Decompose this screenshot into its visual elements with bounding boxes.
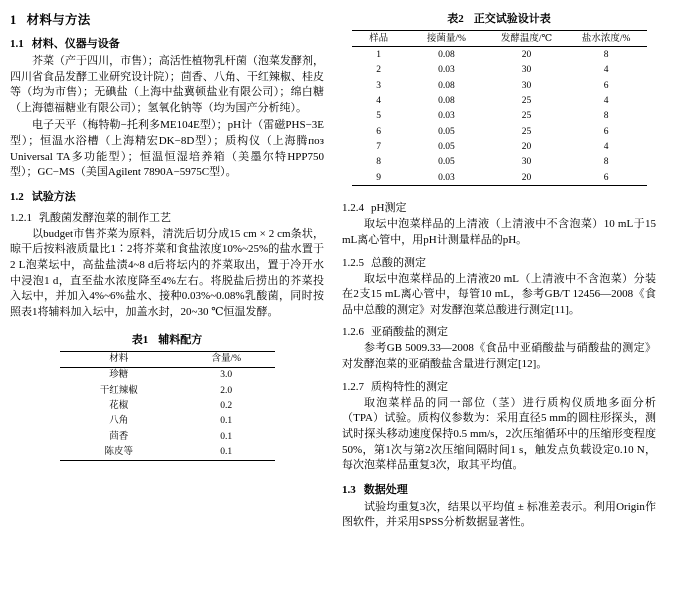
section-title: 总酸的测定	[371, 256, 426, 269]
table-row	[60, 367, 275, 383]
cell-inoculum: 0.03	[406, 170, 488, 186]
table-2-caption	[342, 10, 656, 26]
table-row	[352, 63, 647, 78]
left-column	[10, 8, 324, 593]
table-row	[352, 139, 647, 154]
section-title: 质构特性的测定	[371, 380, 448, 393]
spacer	[342, 186, 656, 194]
cell-brine: 4	[603, 141, 609, 152]
table-title: 辅料配方	[158, 333, 203, 346]
paragraph: 试验均重复3次，结果以平均值 ± 标准差表示。利用Origin作图软件，并采用SPSS分析数据显著性。	[342, 500, 656, 529]
paragraph: 取坛中泡菜样品的上清液（上清液中不含泡菜）10 mL于15 mL离心管中，用pH计测量样品的pH。	[342, 218, 656, 247]
section-heading-1-2-7	[342, 378, 656, 394]
table-label: 表2	[447, 13, 464, 25]
table-row	[352, 170, 647, 186]
cell-sample: 7	[376, 141, 381, 152]
section-title: 乳酸菌发酵泡菜的制作工艺	[39, 211, 171, 224]
cell-material: 八角	[109, 416, 129, 427]
cell-content: 0.1	[220, 416, 233, 427]
paragraph: 参考GB 5009.33—2008《食品中亚硝酸盐与硝酸盐的测定》对发酵泡菜的亚硝酸盐含量进行测定[12]。	[342, 342, 656, 371]
paragraph: 芥菜（产于四川，市售）；高活性植物乳杆菌（泡菜发酵剂，四川省食品发酵工业研究设计院）；茴香、八角、干红辣椒、桂皮等（均为市售）；无碘盐（上海中盐冀顿盐业有限公司）；绵白糖（上海德福糖业有限公司）；氢氧化钠等（均为国产分析纯）。	[10, 55, 324, 114]
table-row	[352, 124, 647, 139]
cell-content: 0.2	[220, 401, 233, 412]
cell-brine: 8	[603, 157, 609, 168]
table-header-row	[352, 31, 647, 47]
table-title: 正交试验设计表	[473, 13, 551, 25]
cell-material: 珍糖	[109, 370, 129, 381]
cell-brine: 6	[566, 170, 647, 186]
cell-content: 2.0	[220, 385, 233, 396]
column-header: 接菌量/%	[406, 31, 488, 47]
paragraph: 以budget市售芥菜为原料，清洗后切分成15 cm × 2 cm条状，晾干后按料液质量比1∶2将芥菜和食盐浓度10%~25%的盐水置于2 L泡菜坛中，高盐盐渍4~8 d后将坛内的芥菜取出，置于冷开水中浸泡1 d，直至盐水浓度降至4%左右。将脱盐后捞出的芥菜投入坛中，并加入4%~6%盐水、接种0.03%~0.08%乳酸菌，同时按照表1将辅料加入坛中，加盖水封，20~30 ℃恒温发酵。	[10, 227, 324, 318]
table-row	[60, 445, 275, 461]
cell-sample: 8	[376, 157, 381, 168]
section-heading-1-2-1	[10, 209, 324, 225]
section-number: 1.2.7	[342, 380, 364, 393]
section-number: 1.2	[10, 190, 24, 203]
cell-temperature: 25	[521, 111, 532, 122]
table-row	[60, 429, 275, 444]
cell-brine: 6	[603, 80, 609, 91]
column-header: 样品	[352, 31, 406, 47]
cell-inoculum: 0.05	[438, 126, 455, 137]
table-row	[60, 399, 275, 414]
cell-content: 0.1	[220, 431, 233, 442]
cell-temperature: 20	[487, 170, 566, 186]
table-label: 表1	[131, 333, 149, 346]
cell-sample: 4	[376, 95, 381, 106]
section-title: 材料、仪器与设备	[31, 38, 120, 50]
section-number: 1.2.1	[10, 211, 32, 224]
cell-temperature: 20	[521, 49, 532, 60]
column-header: 材料	[60, 351, 178, 367]
cell-sample: 3	[376, 80, 381, 91]
section-heading-1-2-5	[342, 254, 656, 270]
section-heading-1-3	[342, 481, 656, 497]
paragraph: 取泡菜样品的同一部位（茎）进行质构仪质地多面分析（TPA）试验。质构仪参数为：采用直径5 mm的圆柱形探头，测试时探头移动速度保持0.5 mm/s，2次压缩循环中的压缩形变程度50%，第1次与第2次压缩间隔时间1 s，触发点负载设定0.10 N，每次泡菜样品重复3次，取其平均值。	[342, 396, 656, 472]
section-number: 1.3	[342, 483, 356, 496]
cell-material: 干红辣椒	[99, 385, 138, 396]
cell-sample: 5	[376, 111, 381, 122]
table-row	[60, 383, 275, 398]
cell-content: 0.1	[178, 445, 275, 461]
cell-brine: 8	[603, 49, 609, 60]
table-row	[352, 78, 647, 93]
cell-sample: 2	[376, 65, 381, 76]
cell-temperature: 30	[521, 157, 532, 168]
cell-material: 陈皮等	[60, 445, 178, 461]
cell-sample: 6	[376, 126, 381, 137]
section-heading-1-1	[10, 35, 324, 51]
table-row	[352, 47, 647, 63]
paragraph: 电子天平（梅特勒−托利多ME104E型）；pH计（雷磁PHS−3E型）；恒温水浴槽（上海精宏DK−8D型）；质构仪（上海腾поз Universal TA多功能型）；恒温恒湿培养箱（美墨尔特HPP750型）；GC−MS（美国Agilent 7890A−5975C型）。	[10, 119, 324, 179]
cell-sample: 9	[352, 170, 406, 186]
section-number: 1	[10, 13, 17, 27]
column-header: 盐水浓度/%	[566, 31, 647, 47]
cell-inoculum: 0.08	[438, 49, 455, 60]
table-ingredients	[60, 351, 275, 461]
cell-temperature: 30	[521, 65, 532, 76]
cell-temperature: 25	[521, 126, 532, 137]
cell-inoculum: 0.05	[438, 157, 455, 168]
cell-brine: 4	[603, 95, 609, 106]
table-row	[352, 109, 647, 124]
section-number: 1.1	[10, 38, 24, 50]
section-number: 1.2.5	[342, 256, 364, 269]
table-header-row	[60, 351, 275, 367]
section-heading-1-2-4	[342, 199, 656, 215]
cell-brine: 6	[603, 126, 609, 137]
table-1-caption	[10, 331, 324, 347]
section-heading-1	[10, 10, 324, 28]
table-row	[352, 155, 647, 170]
cell-inoculum: 0.08	[438, 95, 455, 106]
cell-inoculum: 0.05	[438, 141, 455, 152]
section-number: 1.2.6	[342, 326, 364, 339]
section-title: 材料与方法	[26, 13, 91, 27]
section-title: 亚硝酸盐的测定	[371, 326, 448, 339]
cell-inoculum: 0.03	[438, 65, 455, 76]
cell-inoculum: 0.03	[438, 111, 455, 122]
column-header: 发酵温度/℃	[487, 31, 566, 47]
cell-content: 3.0	[220, 370, 233, 381]
cell-sample: 1	[376, 49, 381, 60]
cell-brine: 8	[603, 111, 609, 122]
section-heading-1-2-6	[342, 323, 656, 339]
section-title: 试验方法	[31, 190, 76, 203]
table-row	[60, 414, 275, 429]
column-header: 含量/%	[178, 351, 275, 367]
cell-inoculum: 0.08	[438, 80, 455, 91]
table-orthogonal-design	[352, 30, 647, 186]
section-title: pH测定	[371, 202, 407, 215]
section-heading-1-2	[10, 188, 324, 204]
table-row	[352, 93, 647, 108]
paragraph: 取坛中泡菜样品的上清液20 mL（上清液中不含泡菜）分装在2支15 mL离心管中，每管10 mL，参考GB/T 12456—2008《食品中总酸的测定》对发酵泡菜总酸进行测定[11]。	[342, 272, 656, 316]
cell-brine: 4	[603, 65, 609, 76]
cell-temperature: 20	[521, 141, 532, 152]
cell-material: 茴香	[109, 431, 129, 442]
section-title: 数据处理	[363, 483, 408, 496]
right-column	[342, 8, 656, 593]
section-number: 1.2.4	[342, 202, 364, 215]
cell-material: 花椒	[109, 401, 129, 412]
cell-temperature: 25	[521, 95, 532, 106]
cell-temperature: 30	[521, 80, 532, 91]
